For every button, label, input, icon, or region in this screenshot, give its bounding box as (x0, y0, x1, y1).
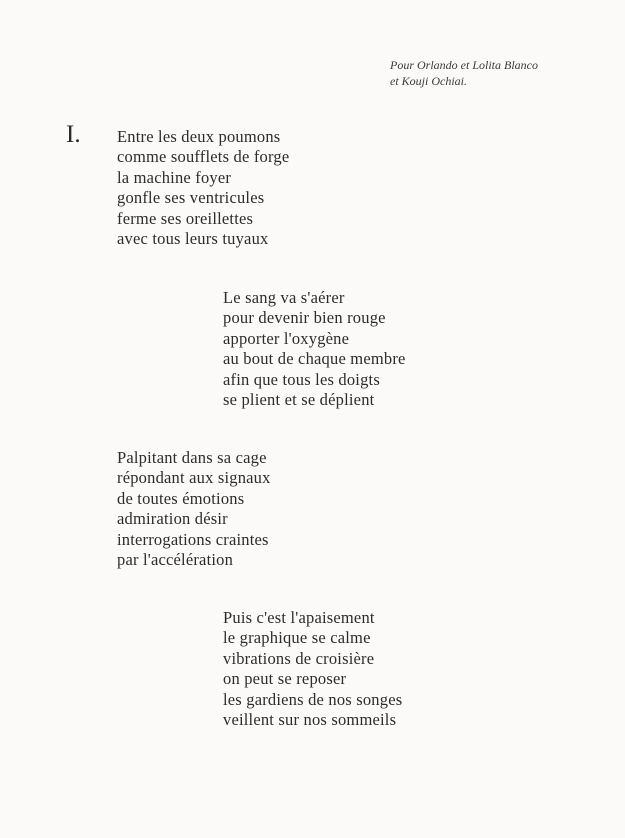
verse-line: répondant aux signaux (117, 468, 271, 488)
verse-line: le graphique se calme (223, 628, 371, 648)
verse-line: comme soufflets de forge (117, 147, 290, 167)
verse-line: Le sang va s'aérer (223, 288, 345, 307)
dedication-line: Pour Orlando et Lolita Blanco (390, 58, 538, 72)
verse-line: Entre les deux poumons (117, 127, 281, 146)
stanza-1 (117, 127, 289, 249)
verse-line: vibrations de croisière (223, 648, 375, 668)
verse-line: au bout de chaque membre (223, 349, 406, 369)
verse-line: de toutes émotions (117, 488, 245, 508)
stanza-4 (223, 608, 402, 730)
stanza-3 (117, 448, 271, 570)
verse-line: interrogations craintes (117, 529, 269, 549)
verse-line: Palpitant dans sa cage (117, 448, 267, 467)
verse-line: veillent sur nos sommeils (223, 710, 397, 730)
verse-line: apporter l'oxygène (223, 328, 350, 348)
section-number: I. (66, 121, 81, 148)
verse-line: les gardiens de nos songes (223, 689, 403, 709)
stanza-2 (223, 288, 406, 410)
verse-line: ferme ses oreillettes (117, 208, 254, 228)
verse-line: se plient et se déplient (223, 390, 375, 410)
verse-line: la machine foyer (117, 167, 232, 187)
verse-line: gonfle ses ventricules (117, 188, 265, 208)
verse-line: par l'accélération (117, 550, 234, 570)
dedication-line: et Kouji Ochiai. (390, 74, 467, 88)
verse-line: Puis c'est l'apaisement (223, 608, 375, 627)
verse-line: on peut se reposer (223, 669, 347, 689)
verse-line: avec tous leurs tuyaux (117, 229, 269, 249)
verse-line: admiration désir (117, 509, 228, 529)
verse-line: afin que tous les doigts (223, 369, 380, 389)
dedication (390, 57, 538, 89)
verse-line: pour devenir bien rouge (223, 308, 386, 328)
